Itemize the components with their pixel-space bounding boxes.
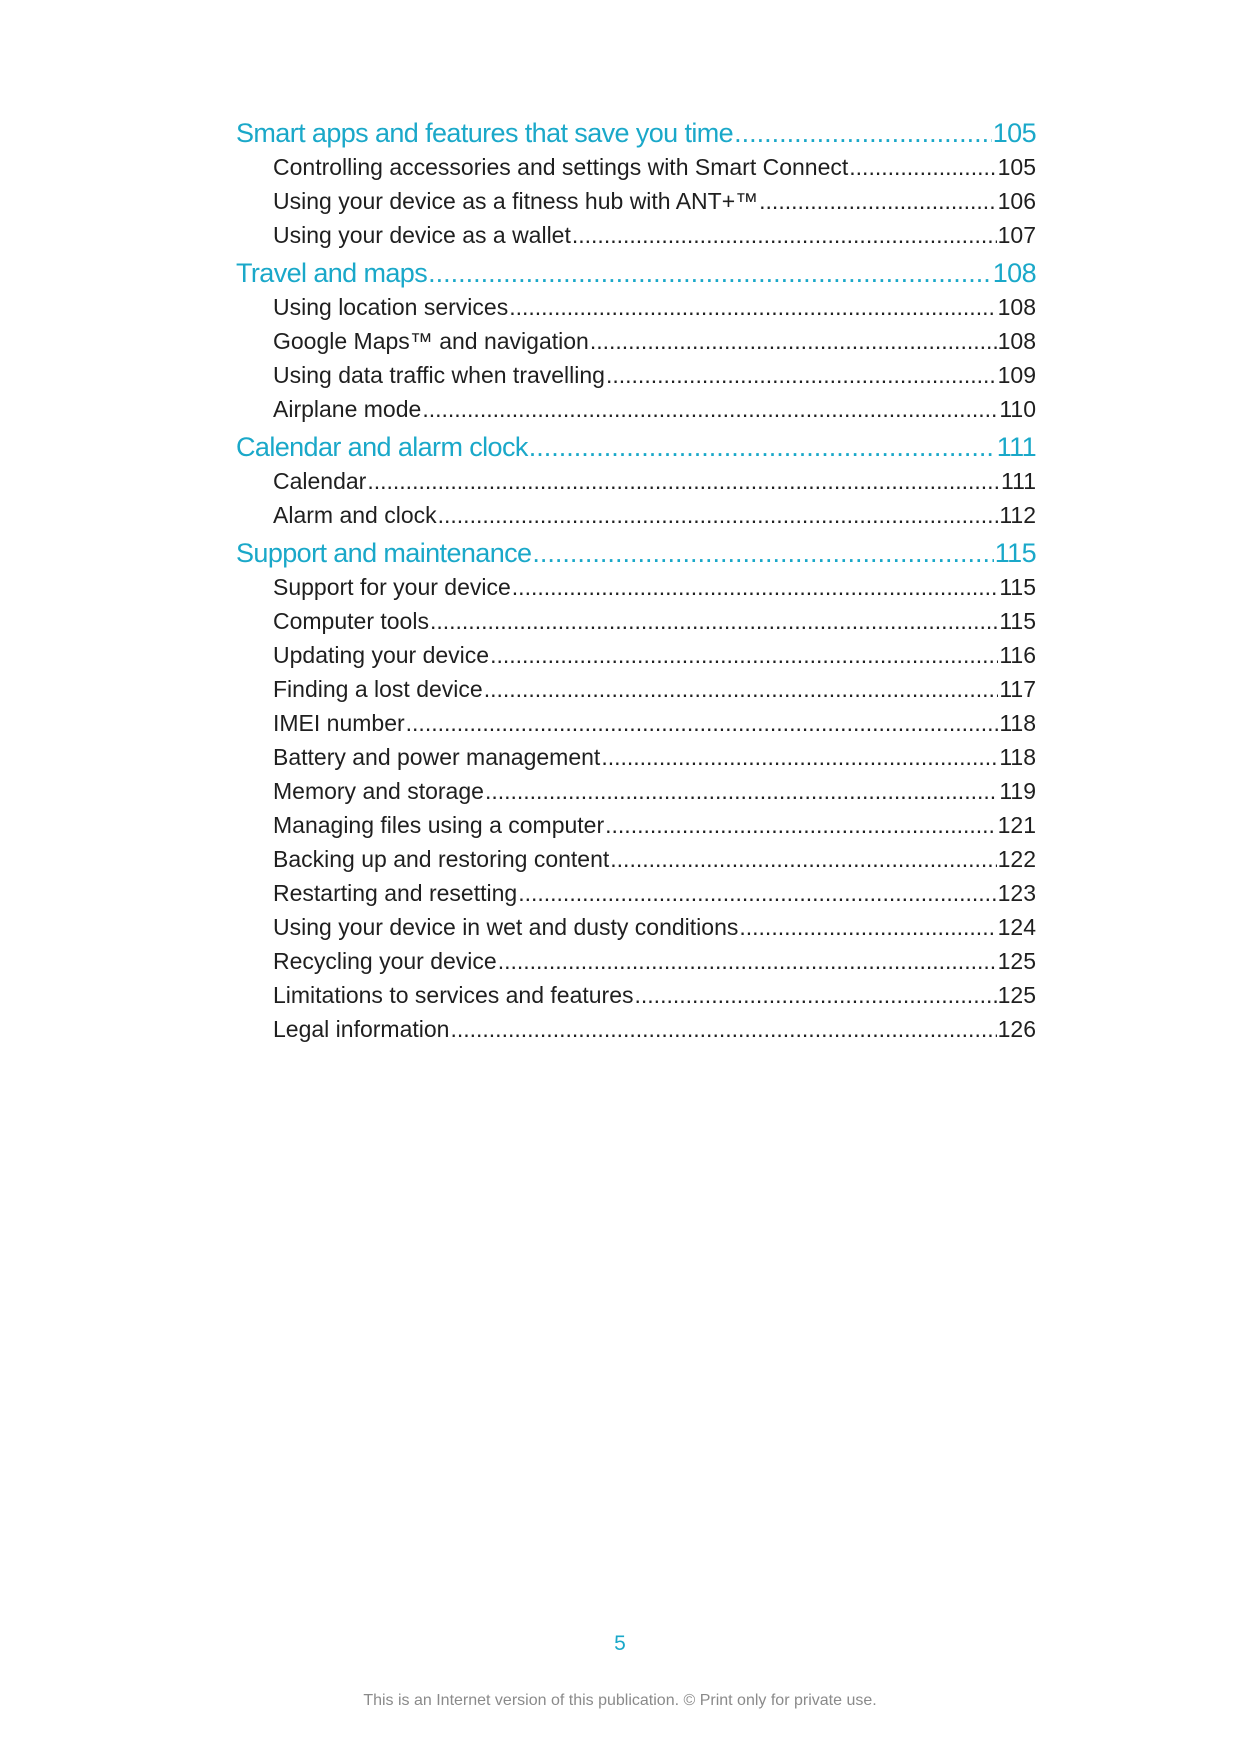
toc-entry-title: Using your device as a wallet: [273, 222, 571, 248]
toc-heading[interactable]: [236, 536, 1036, 570]
toc-heading[interactable]: [236, 430, 1036, 464]
dot-leader: [849, 150, 996, 184]
toc-entry[interactable]: [236, 910, 1036, 944]
toc-entry-page: 126: [997, 1016, 1036, 1042]
toc-section: [236, 536, 1036, 1046]
toc-entry[interactable]: [236, 464, 1036, 498]
toc-entry-title: Legal information: [273, 1016, 450, 1042]
dot-leader: [610, 842, 996, 876]
toc-entry-title: Finding a lost device: [273, 676, 483, 702]
toc-entry-page: 117: [999, 676, 1036, 702]
toc-entry[interactable]: [236, 604, 1036, 638]
toc-section: [236, 430, 1036, 532]
dot-leader: [734, 116, 992, 150]
dot-leader: [605, 808, 996, 842]
toc-entry[interactable]: [236, 324, 1036, 358]
dot-leader: [509, 290, 996, 324]
toc-entry-page: 124: [997, 914, 1036, 940]
dot-leader: [438, 498, 999, 532]
dot-leader: [572, 218, 997, 252]
toc-heading-title: Smart apps and features that save you time: [236, 118, 734, 148]
toc-entry[interactable]: [236, 498, 1036, 532]
toc-entry-title: Calendar: [273, 468, 367, 494]
toc-entry-page: 107: [997, 222, 1036, 248]
toc-entry[interactable]: [236, 358, 1036, 392]
toc-heading-title: Support and maintenance: [236, 538, 532, 568]
toc-heading[interactable]: [236, 256, 1036, 290]
toc-entry-title: IMEI number: [273, 710, 405, 736]
toc-entry[interactable]: [236, 876, 1036, 910]
toc-entry-title: Alarm and clock: [273, 502, 437, 528]
toc-entry-page: 108: [997, 294, 1036, 320]
dot-leader: [590, 324, 997, 358]
toc-entry-page: 111: [1001, 468, 1036, 494]
toc-entry-title: Limitations to services and features: [273, 982, 634, 1008]
toc-entry-title: Airplane mode: [273, 396, 422, 422]
toc-heading-title: Travel and maps: [236, 258, 428, 288]
dot-leader: [450, 1012, 996, 1046]
toc-entry-page: 121: [997, 812, 1036, 838]
dot-leader: [518, 876, 996, 910]
toc-entry[interactable]: [236, 290, 1036, 324]
toc-entry-page: 125: [997, 982, 1036, 1008]
toc-entry-page: 118: [999, 744, 1036, 770]
toc-entry-page: 116: [999, 642, 1036, 668]
toc-entry-page: 119: [999, 778, 1036, 804]
toc-entry-page: 118: [999, 710, 1036, 736]
toc-entry[interactable]: [236, 774, 1036, 808]
toc-entry-title: Recycling your device: [273, 948, 497, 974]
dot-leader: [759, 184, 996, 218]
dot-leader: [430, 604, 998, 638]
toc-section: [236, 256, 1036, 426]
toc-entry-page: 105: [997, 154, 1036, 180]
dot-leader: [739, 910, 996, 944]
toc-entry-title: Controlling accessories and settings with Smart Connect: [273, 154, 849, 180]
toc-entry[interactable]: [236, 978, 1036, 1012]
toc-heading[interactable]: [236, 116, 1036, 150]
dot-leader: [498, 944, 997, 978]
toc-entry-title: Computer tools: [273, 608, 429, 634]
toc-entry-page: 122: [997, 846, 1036, 872]
toc-entry-page: 110: [999, 396, 1036, 422]
toc-entry-title: Google Maps™ and navigation: [273, 328, 589, 354]
toc-entry-title: Updating your device: [273, 642, 490, 668]
toc-entry-page: 109: [997, 362, 1036, 388]
toc-heading-page: 111: [996, 432, 1036, 462]
toc-entry[interactable]: [236, 392, 1036, 426]
toc-heading-page: 105: [992, 118, 1036, 148]
dot-leader: [490, 638, 998, 672]
toc-entry[interactable]: [236, 944, 1036, 978]
toc-entry[interactable]: [236, 740, 1036, 774]
toc-entry-title: Battery and power management: [273, 744, 601, 770]
dot-leader: [635, 978, 997, 1012]
toc-entry-page: 108: [997, 328, 1036, 354]
page-number: 5: [614, 1632, 626, 1655]
toc-entry-title: Using location services: [273, 294, 509, 320]
toc-entry-page: 123: [997, 880, 1036, 906]
toc-entry[interactable]: [236, 570, 1036, 604]
toc-entry[interactable]: [236, 842, 1036, 876]
toc-entry[interactable]: [236, 218, 1036, 252]
toc-entry-page: 106: [997, 188, 1036, 214]
toc-entry-title: Support for your device: [273, 574, 511, 600]
toc-entry[interactable]: [236, 672, 1036, 706]
dot-leader: [422, 392, 998, 426]
toc-entry-title: Using your device in wet and dusty conditions: [273, 914, 739, 940]
footer-notice: This is an Internet version of this publication. © Print only for private use.: [363, 1692, 877, 1709]
toc-entry-title: Using data traffic when travelling: [273, 362, 605, 388]
toc-entry-page: 125: [997, 948, 1036, 974]
dot-leader: [367, 464, 1000, 498]
toc-entry[interactable]: [236, 184, 1036, 218]
dot-leader: [485, 774, 998, 808]
toc-entry-title: Using your device as a fitness hub with ANT+™: [273, 188, 759, 214]
toc-heading-title: Calendar and alarm clock: [236, 432, 528, 462]
dot-leader: [512, 570, 999, 604]
dot-leader: [484, 672, 999, 706]
toc-heading-page: 115: [994, 538, 1036, 568]
toc-entry-title: Backing up and restoring content: [273, 846, 610, 872]
toc-entry-page: 112: [999, 502, 1036, 528]
dot-leader: [529, 430, 996, 464]
dot-leader: [428, 256, 992, 290]
dot-leader: [601, 740, 998, 774]
table-of-contents: [236, 112, 1036, 1046]
dot-leader: [606, 358, 997, 392]
toc-entry[interactable]: [236, 706, 1036, 740]
toc-entry[interactable]: [236, 638, 1036, 672]
toc-entry[interactable]: [236, 808, 1036, 842]
toc-entry-title: Restarting and resetting: [273, 880, 518, 906]
dot-leader: [532, 536, 993, 570]
toc-heading-page: 108: [992, 258, 1036, 288]
toc-entry-title: Managing files using a computer: [273, 812, 605, 838]
toc-entry-page: 115: [999, 608, 1036, 634]
toc-entry[interactable]: [236, 1012, 1036, 1046]
toc-section: [236, 116, 1036, 252]
toc-entry-page: 115: [999, 574, 1036, 600]
toc-entry[interactable]: [236, 150, 1036, 184]
dot-leader: [406, 706, 999, 740]
toc-entry-title: Memory and storage: [273, 778, 484, 804]
